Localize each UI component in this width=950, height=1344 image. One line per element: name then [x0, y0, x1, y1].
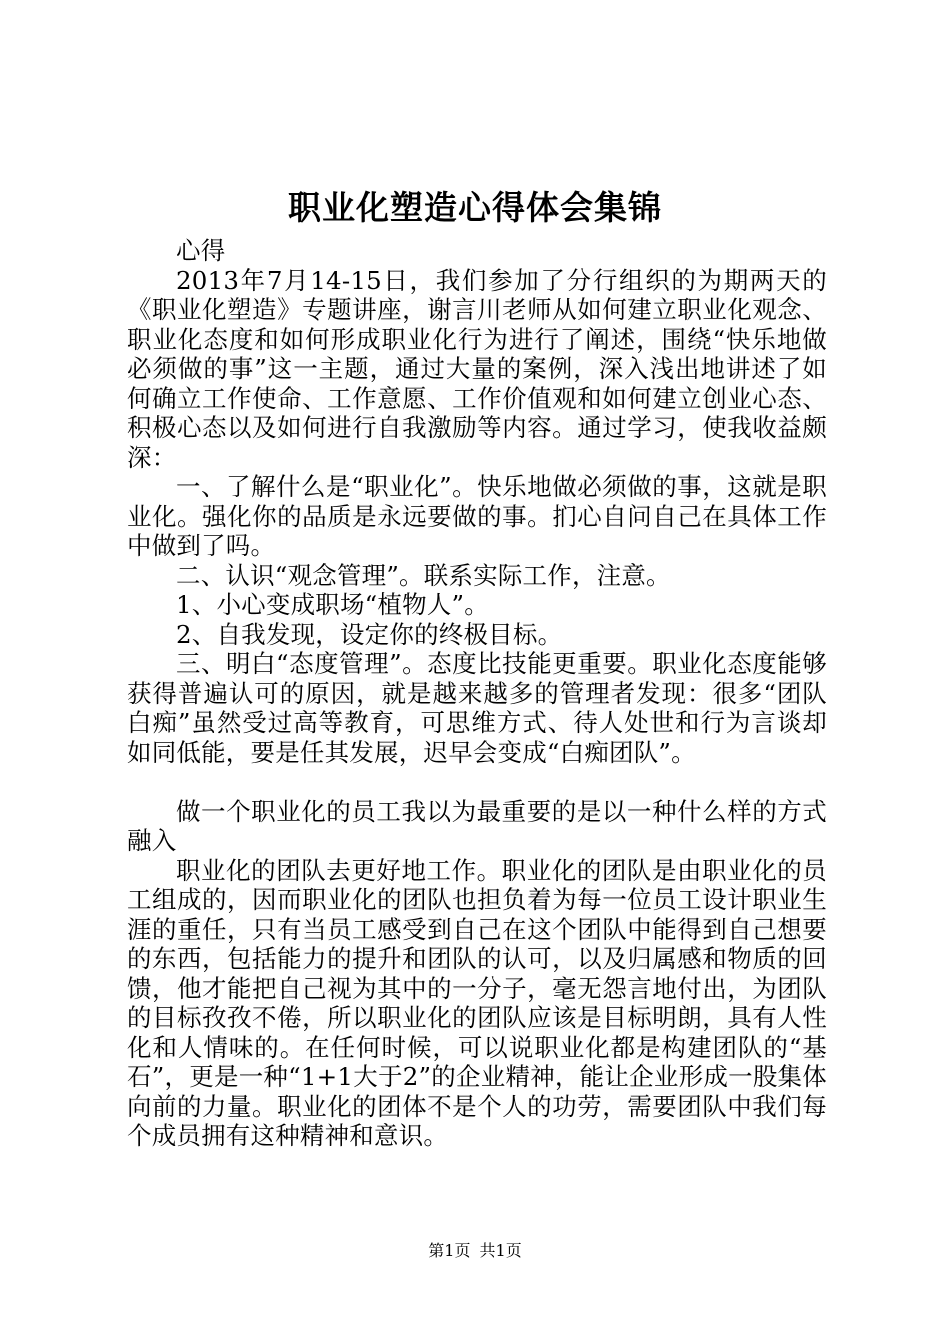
paragraph-team: 职业化的团队去更好地工作。职业化的团队是由职业化的员工组成的，因而职业化的团队也担负着为每一位员工设计职业生涯的重任，只有当员工感受到自己在这个团队中能得到自己想要的东西，包括能力的提升和团队的认可，以及归属感和物质的回馈，他才能把自己视为其中的一分子，毫无怨言地付出，为团队的目标孜孜不倦，所以职业化的团队应该是目标明朗，具有人性化和人情味的。在任何时候，可以说职业化都是构建团队的“基石”，更是一种“1+1大于2”的企业精神，能让企业形成一股集体向前的力量。职业化的团体不是个人的功劳，需要团队中我们每个成员拥有这种精神和意识。	[127, 855, 827, 1150]
paragraph-employee: 做一个职业化的员工我以为最重要的是以一种什么样的方式融入	[127, 796, 827, 855]
document-title: 职业化塑造心得体会集锦	[288, 188, 662, 227]
paragraph-subpoint-two: 2、自我发现，设定你的终极目标。	[176, 619, 563, 649]
paragraph-intro: 2013年7月14-15日，我们参加了分行组织的为期两天的《职业化塑造》专题讲座，谢言川老师从如何建立职业化观念、职业化态度和如何形成职业化行为进行了阐述，围绕“快乐地做必须做的事”这一主题，通过大量的案例，深入浅出地讲述了如何确立工作使命、工作意愿、工作价值观和如何建立创业心态、积极心态以及如何进行自我激励等内容。通过学习，使我收益颇深：	[127, 265, 827, 472]
paragraph-point-one: 一、了解什么是“职业化”。快乐地做必须做的事，这就是职业化。强化你的品质是永远要做的事。扪心自问自己在具体工作中做到了吗。	[127, 472, 827, 560]
paragraph-subpoint-one: 1、小心变成职场“植物人”。	[176, 590, 489, 619]
paragraph-heading: 心得	[176, 236, 226, 265]
document-body	[127, 236, 827, 1151]
page-footer: 第1页 共1页	[428, 1241, 522, 1260]
paragraph-point-two: 二、认识“观念管理”。联系实际工作，注意。	[176, 560, 671, 590]
paragraph-point-three: 三、明白“态度管理”。态度比技能更重要。职业化态度能够获得普遍认可的原因，就是越来越多的管理者发现：很多“团队白痴”虽然受过高等教育，可思维方式、待人处世和行为言谈却如同低能，要是任其发展，迟早会变成“白痴团队”。	[127, 649, 827, 767]
